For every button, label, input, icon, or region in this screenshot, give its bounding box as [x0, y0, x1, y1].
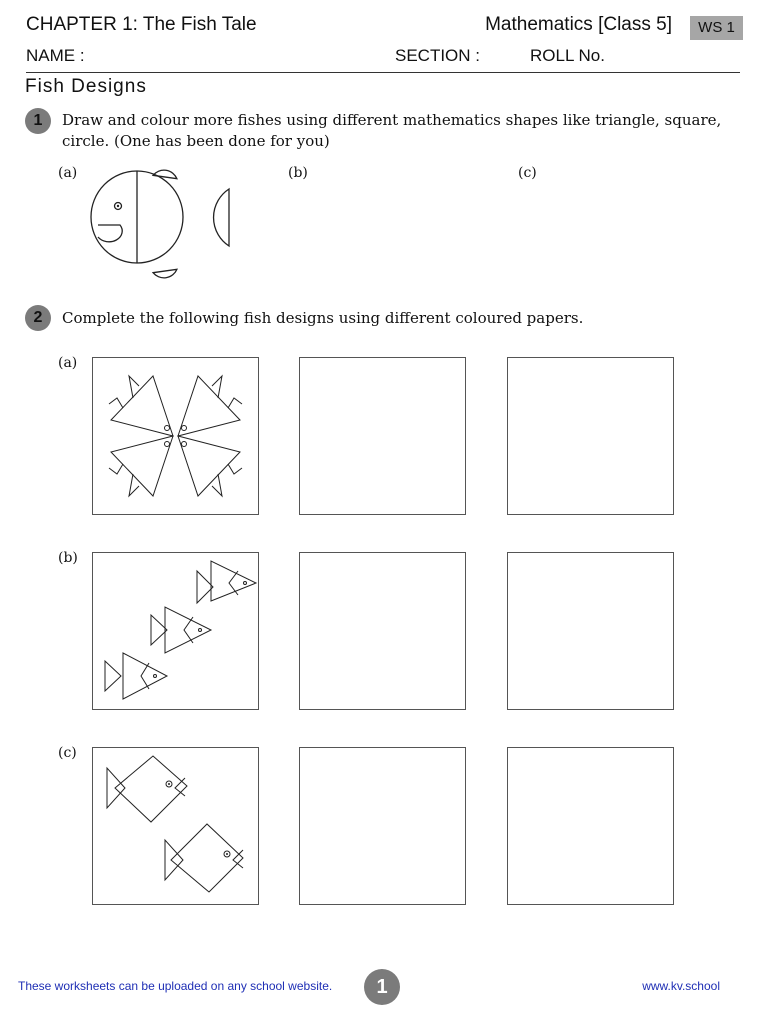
- triangle-fish-school: [93, 553, 258, 709]
- worksheet-badge: WS 1: [690, 16, 743, 40]
- design-c-answer-box-1: [299, 747, 466, 905]
- q1-part-c-label: (c): [518, 165, 537, 181]
- sqfish1-tail: [107, 768, 125, 808]
- fish-fin-bl: [109, 464, 123, 474]
- section-label: SECTION :: [395, 46, 481, 65]
- design-a-answer-box-2: [507, 357, 674, 515]
- fish-fin-br: [228, 464, 242, 474]
- fish1-gill: [229, 571, 238, 595]
- q2-part-b-label: (b): [58, 550, 78, 566]
- fish-tail-br: [212, 474, 222, 496]
- example-circle-fish: [90, 165, 240, 285]
- fish2-body: [165, 607, 211, 653]
- eye-bl: [165, 442, 170, 447]
- header-divider: [26, 72, 740, 73]
- chapter-title: CHAPTER 1: The Fish Tale: [26, 14, 257, 35]
- fish-bottom-fin: [153, 269, 178, 279]
- design-c-sample-box: [92, 747, 259, 905]
- fish3-tail: [105, 661, 121, 691]
- fish-tail-tl: [129, 376, 139, 398]
- design-b-sample-box: [92, 552, 259, 710]
- fish-mouth: [98, 225, 122, 242]
- sqfish2-tail: [165, 840, 183, 880]
- question-1-text-line2: circle. (One has been done for you): [62, 132, 330, 150]
- fish3-eye: [154, 675, 157, 678]
- fish3-body: [123, 653, 167, 699]
- fish-tail-semicircle: [214, 189, 229, 246]
- fish-eye-pupil: [117, 205, 119, 207]
- subject-title: Mathematics [Class 5]: [485, 14, 672, 35]
- design-b-answer-box-2: [507, 552, 674, 710]
- fish-body-br: [178, 436, 240, 496]
- eye-br: [182, 442, 187, 447]
- question-2-number: 2: [25, 305, 51, 331]
- fish-body-bl: [111, 436, 173, 496]
- fish-body-tl: [111, 376, 173, 436]
- q2-part-c-label: (c): [58, 745, 77, 761]
- fish1-eye: [244, 582, 247, 585]
- page-number: 1: [364, 969, 400, 1005]
- fish2-eye: [199, 629, 202, 632]
- question-2-text: Complete the following fish designs using different coloured papers.: [62, 309, 584, 327]
- q1-part-a-label: (a): [58, 165, 78, 181]
- fish-body-tr: [178, 376, 240, 436]
- eye-tl: [165, 426, 170, 431]
- q1-part-b-label: (b): [288, 165, 308, 181]
- fish3-gill: [141, 663, 149, 689]
- fish1-body: [211, 561, 256, 601]
- fish-fin-tr: [228, 398, 242, 408]
- eye-tr: [182, 426, 187, 431]
- design-a-sample-box: [92, 357, 259, 515]
- design-a-answer-box-1: [299, 357, 466, 515]
- triangle-fish-pinwheel: [93, 358, 258, 514]
- section-title: Fish Designs: [25, 76, 147, 97]
- q2-part-a-label: (a): [58, 355, 78, 371]
- footer-note: These worksheets can be uploaded on any school website.: [18, 979, 333, 993]
- fish-tail-bl: [129, 474, 139, 496]
- question-1-text-line1: Draw and colour more fishes using different mathematics shapes like triangle, square,: [62, 111, 722, 129]
- fish-top-fin: [153, 169, 178, 179]
- fish-tail-tr: [212, 376, 222, 398]
- fish-fin-tl: [109, 398, 123, 408]
- design-b-answer-box-1: [299, 552, 466, 710]
- design-c-answer-box-2: [507, 747, 674, 905]
- question-1-number: 1: [25, 108, 51, 134]
- roll-label: ROLL No.: [530, 46, 605, 65]
- website-link[interactable]: www.kv.school: [642, 979, 720, 993]
- fish2-gill: [184, 617, 193, 643]
- name-label: NAME :: [26, 46, 85, 65]
- square-fish-pair: [93, 748, 258, 904]
